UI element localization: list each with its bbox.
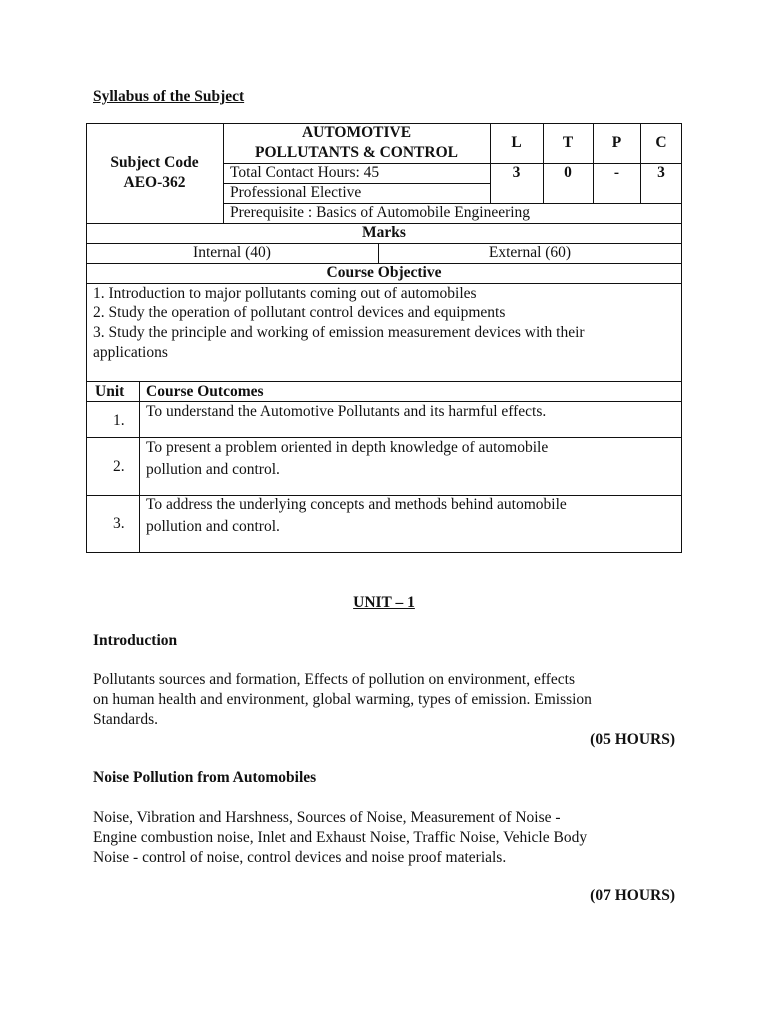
ltpc-header-l: L <box>511 134 522 151</box>
ltpc-value-l: 3 <box>512 164 521 181</box>
course-title-line1: AUTOMOTIVE <box>301 124 412 141</box>
outcome-text-2b: pollution and control. <box>146 461 280 478</box>
subject-code-label: Subject Code <box>110 154 199 171</box>
objective-item-1: 1. Introduction to major pollutants coming out of automobiles <box>93 285 477 302</box>
contact-hours: Total Contact Hours: 45 <box>230 164 380 181</box>
noise-line-2: Engine combustion noise, Inlet and Exhaust Noise, Traffic Noise, Vehicle Body <box>93 829 588 846</box>
objective-label: Course Objective <box>326 264 442 281</box>
page-heading: Syllabus of the Subject <box>93 88 245 105</box>
noise-line-1: Noise, Vibration and Harshness, Sources of Noise, Measurement of Noise - <box>93 809 561 826</box>
unit-title: UNIT – 1 <box>353 594 415 611</box>
outcome-text-3a: To address the underlying concepts and methods behind automobile <box>146 496 567 513</box>
section-body-introduction <box>93 670 675 730</box>
ltpc-header-t: T <box>562 134 574 151</box>
section-title-noise: Noise Pollution from Automobiles <box>93 769 317 786</box>
outcomes-header: Course Outcomes <box>146 383 264 400</box>
prerequisite: Prerequisite : Basics of Automobile Engineering <box>230 204 531 221</box>
intro-line-3: Standards. <box>93 711 159 728</box>
ltpc-header-p: P <box>611 134 622 151</box>
intro-line-2: on human health and environment, global warming, types of emission. Emission <box>93 691 592 708</box>
outcome-num-1: 1. <box>113 412 125 429</box>
objective-item-3: 3. Study the principle and working of emission measurement devices with their <box>93 324 585 341</box>
unit-header: Unit <box>95 383 125 400</box>
noise-line-3: Noise - control of noise, control devices and noise proof materials. <box>93 849 507 866</box>
outcome-num-2: 2. <box>113 458 125 475</box>
ltpc-value-p: - <box>613 164 620 181</box>
section-body-noise <box>93 808 675 868</box>
internal-marks: Internal (40) <box>193 244 271 261</box>
section-title-introduction: Introduction <box>93 632 178 649</box>
ltpc-value-c: 3 <box>657 164 665 181</box>
objective-item-2: 2. Study the operation of pollutant control devices and equipments <box>93 304 506 321</box>
outcome-num-3: 3. <box>113 515 125 532</box>
marks-label: Marks <box>362 224 406 241</box>
intro-line-1: Pollutants sources and formation, Effects of pollution on environment, effects <box>93 671 575 688</box>
syllabus-table <box>86 123 682 553</box>
outcome-text-1: To understand the Automotive Pollutants and its harmful effects. <box>146 403 547 420</box>
objective-item-3-cont: applications <box>93 344 168 361</box>
course-title-line2: POLLUTANTS & CONTROL <box>255 144 458 161</box>
external-marks: External (60) <box>488 244 572 261</box>
ltpc-value-t: 0 <box>564 164 572 181</box>
section-hours-noise: (07 HOURS) <box>590 887 675 904</box>
subject-code: AEO-362 <box>123 174 186 191</box>
outcome-text-2a: To present a problem oriented in depth knowledge of automobile <box>146 439 549 456</box>
section-hours-introduction: (05 HOURS) <box>590 731 675 748</box>
outcome-text-3b: pollution and control. <box>146 518 280 535</box>
elective-type: Professional Elective <box>230 184 362 201</box>
ltpc-header-c: C <box>655 134 667 151</box>
